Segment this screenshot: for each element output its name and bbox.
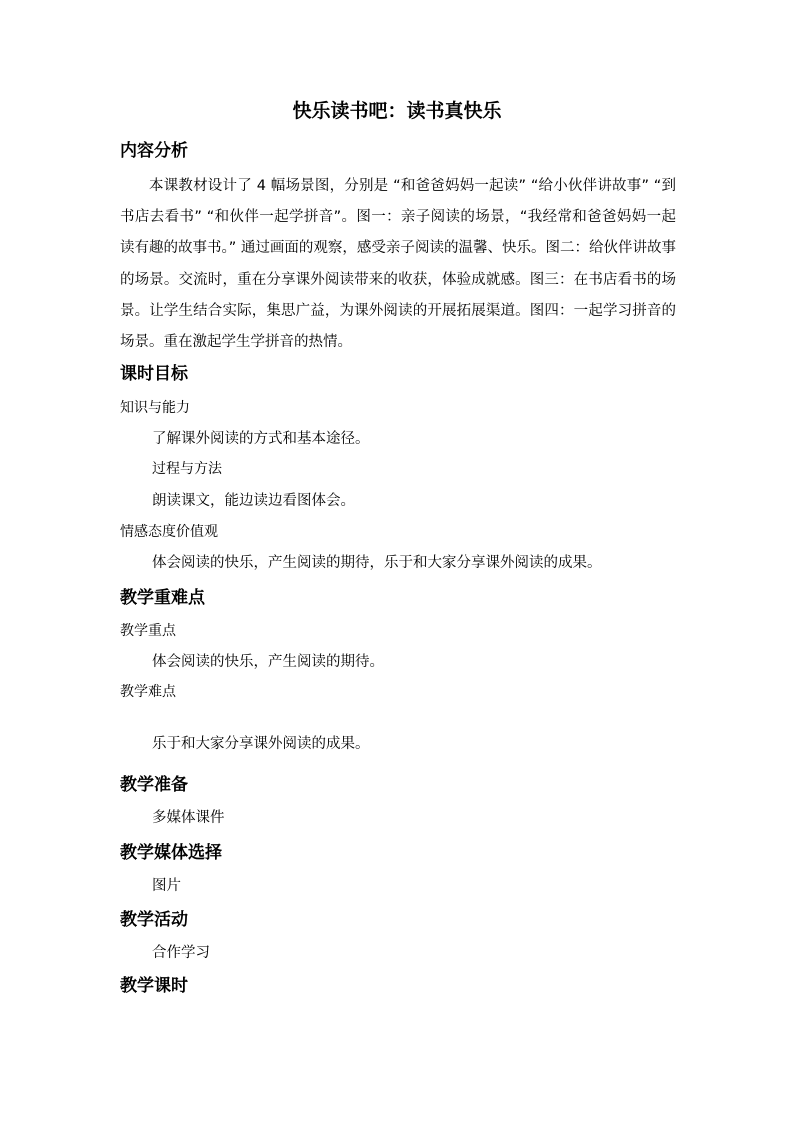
heading-key-points: 教学重难点 <box>120 588 205 608</box>
document-title: 快乐读书吧：读书真快乐 <box>292 100 502 122</box>
label-teaching-focus: 教学重点 <box>120 623 176 639</box>
analysis-paragraph: 本课教材设计了 4 幅场景图，分别是 “和爸爸妈妈一起读” “给小伙伴讲故事” “到书店去看书” “和伙伴一起学拼音”。图一：亲子阅读的场景，“我经常和爸爸妈妈一起读有趣的故事书。” 通过画面的观察，感受亲子阅读的温馨、快乐。图二：给伙伴讲故事的场景。交流时，重在分享课外阅读带来的收获，体验成就感。图三：在书店看书的场景。让学生结合实际，集思广益，为课外阅读的开展拓展渠道。图四：一起学习拼音的场景。重在激起学生学拼音的热情。 <box>120 178 676 351</box>
label-teaching-difficulty: 教学难点 <box>120 684 176 700</box>
label-knowledge-ability: 知识与能力 <box>120 400 190 416</box>
text-emotion-values: 体会阅读的快乐，产生阅读的期待，乐于和大家分享课外阅读的成果。 <box>152 555 602 571</box>
heading-teaching-preparation: 教学准备 <box>120 775 188 795</box>
text-teaching-preparation: 多媒体课件 <box>152 810 225 826</box>
text-teaching-difficulty: 乐于和大家分享课外阅读的成果。 <box>152 736 370 752</box>
label-emotion-values: 情感态度价值观 <box>120 524 218 540</box>
text-teaching-focus: 体会阅读的快乐，产生阅读的期待。 <box>152 654 384 670</box>
heading-lesson-objectives: 课时目标 <box>120 364 188 384</box>
label-process-method: 过程与方法 <box>152 461 222 477</box>
heading-teaching-activity: 教学活动 <box>120 910 188 930</box>
text-media-selection: 图片 <box>152 878 181 894</box>
heading-content-analysis: 内容分析 <box>120 141 188 161</box>
text-process-method: 朗读课文，能边读边看图体会。 <box>152 493 355 509</box>
heading-teaching-hours: 教学课时 <box>120 976 188 996</box>
text-teaching-activity: 合作学习 <box>152 945 210 961</box>
heading-media-selection: 教学媒体选择 <box>120 843 222 863</box>
text-knowledge-ability: 了解课外阅读的方式和基本途径。 <box>152 431 370 447</box>
